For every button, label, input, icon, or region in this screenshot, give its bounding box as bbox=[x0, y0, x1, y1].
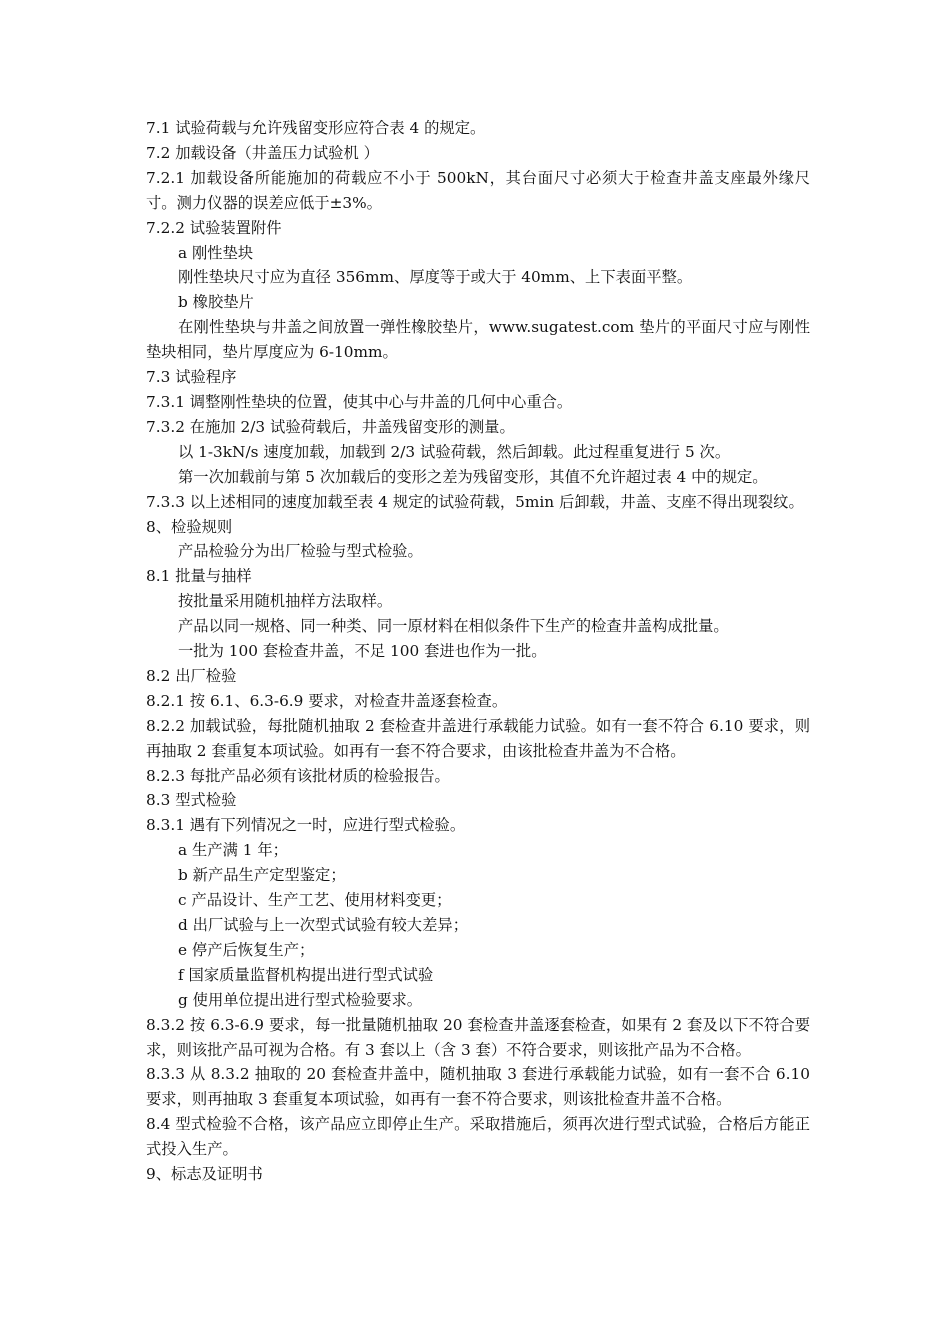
paragraph-line: 产品以同一规格、同一种类、同一原材料在相似条件下生产的检查井盖构成批量。 bbox=[178, 617, 729, 636]
paragraph-line: 7.2.1 加载设备所能施加的荷载应不小于 500kN，其台面尺寸必须大于检查井盖支座最外缘尺寸。测力仪器的误差应低于±3%。 bbox=[146, 168, 810, 212]
paragraph-line: e 停产后恢复生产； bbox=[178, 940, 315, 959]
paragraph-line: 8.2.1 按 6.1、6.3-6.9 要求，对检查井盖逐套检查。 bbox=[146, 691, 508, 710]
paragraph-line: 按批量采用随机抽样方法取样。 bbox=[178, 592, 393, 611]
paragraph-line: 8.3.2 按 6.3-6.9 要求，每一批量随机抽取 20 套检查井盖逐套检查，如果有 2 套及以下不符合要求，则该批产品可视为合格。有 3 套以上（含 3 套）不符合要求，则该批产品为不合格。 bbox=[146, 1015, 810, 1059]
paragraph-line: 8.2.3 每批产品必须有该批材质的检验报告。 bbox=[146, 766, 450, 785]
paragraph-line: 在刚性垫块与井盖之间放置一弹性橡胶垫片，www.sugatest.com 垫片的平面尺寸应与刚性垫块相同，垫片厚度应为 6-10mm。 bbox=[146, 318, 810, 362]
paragraph-line: 以 1-3kN/s 速度加载，加载到 2/3 试验荷载，然后卸载。此过程重复进行 5 次。 bbox=[178, 442, 731, 461]
paragraph-line: 8.2.2 加载试验，每批随机抽取 2 套检查井盖进行承载能力试验。如有一套不符合 6.10 要求，则再抽取 2 套重复本项试验。如再有一套不符合要求，由该批检查井盖为不合格。 bbox=[146, 716, 810, 760]
paragraph-line: 8.4 型式检验不合格，该产品应立即停止生产。采取措施后，须再次进行型式试验，合格后方能正式投入生产。 bbox=[146, 1115, 810, 1159]
paragraph-line: 7.2 加载设备（井盖压力试验机 ） bbox=[146, 143, 379, 162]
paragraph-line: 8.2 出厂检验 bbox=[146, 666, 237, 685]
paragraph-line: 8.3.1 遇有下列情况之一时，应进行型式检验。 bbox=[146, 816, 466, 835]
paragraph-line: b 橡胶垫片 bbox=[178, 293, 254, 312]
paragraph-line: 7.2.2 试验装置附件 bbox=[146, 218, 282, 237]
paragraph-line: 9、标志及证明书 bbox=[146, 1165, 263, 1184]
paragraph-line: 7.1 试验荷载与允许残留变形应符合表 4 的规定。 bbox=[146, 119, 486, 137]
paragraph-line: 7.3.3 以上述相同的速度加载至表 4 规定的试验荷载，5min 后卸载，井盖、支座不得出现裂纹。 bbox=[146, 492, 804, 511]
paragraph-line: 8.1 批量与抽样 bbox=[146, 567, 252, 586]
paragraph-line: a 刚性垫块 bbox=[178, 243, 254, 262]
paragraph-line: 一批为 100 套检查井盖，不足 100 套进也作为一批。 bbox=[178, 642, 547, 661]
paragraph-line: b 新产品生产定型鉴定； bbox=[178, 866, 346, 885]
document-body bbox=[146, 116, 810, 1187]
paragraph-line: 第一次加载前与第 5 次加载后的变形之差为残留变形，其值不允许超过表 4 中的规定。 bbox=[178, 467, 768, 486]
paragraph-line: 8、检验规则 bbox=[146, 517, 233, 536]
paragraph-line: g 使用单位提出进行型式检验要求。 bbox=[178, 990, 423, 1009]
paragraph-line: 8.3 型式检验 bbox=[146, 791, 237, 810]
paragraph-line: 7.3 试验程序 bbox=[146, 368, 237, 387]
paragraph-line: 8.3.3 从 8.3.2 抽取的 20 套检查井盖中，随机抽取 3 套进行承载能力试验，如有一套不合 6.10 要求，则再抽取 3 套重复本项试验，如再有一套不符合要求，则该批检查井盖不合格。 bbox=[146, 1065, 810, 1109]
paragraph-line: c 产品设计、生产工艺、使用材料变更； bbox=[178, 891, 452, 910]
paragraph-line: 7.3.1 调整刚性垫块的位置，使其中心与井盖的几何中心重合。 bbox=[146, 392, 573, 411]
paragraph-line: 产品检验分为出厂检验与型式检验。 bbox=[178, 542, 423, 561]
paragraph-line: a 生产满 1 年； bbox=[178, 841, 288, 860]
paragraph-line: 7.3.2 在施加 2/3 试验荷载后，井盖残留变形的测量。 bbox=[146, 417, 515, 436]
paragraph-line: d 出厂试验与上一次型式试验有较大差异； bbox=[178, 916, 468, 934]
paragraph-line: f 国家质量监督机构提出进行型式试验 bbox=[178, 965, 434, 984]
paragraph-line: 刚性垫块尺寸应为直径 356mm、厚度等于或大于 40mm、上下表面平整。 bbox=[178, 268, 693, 287]
